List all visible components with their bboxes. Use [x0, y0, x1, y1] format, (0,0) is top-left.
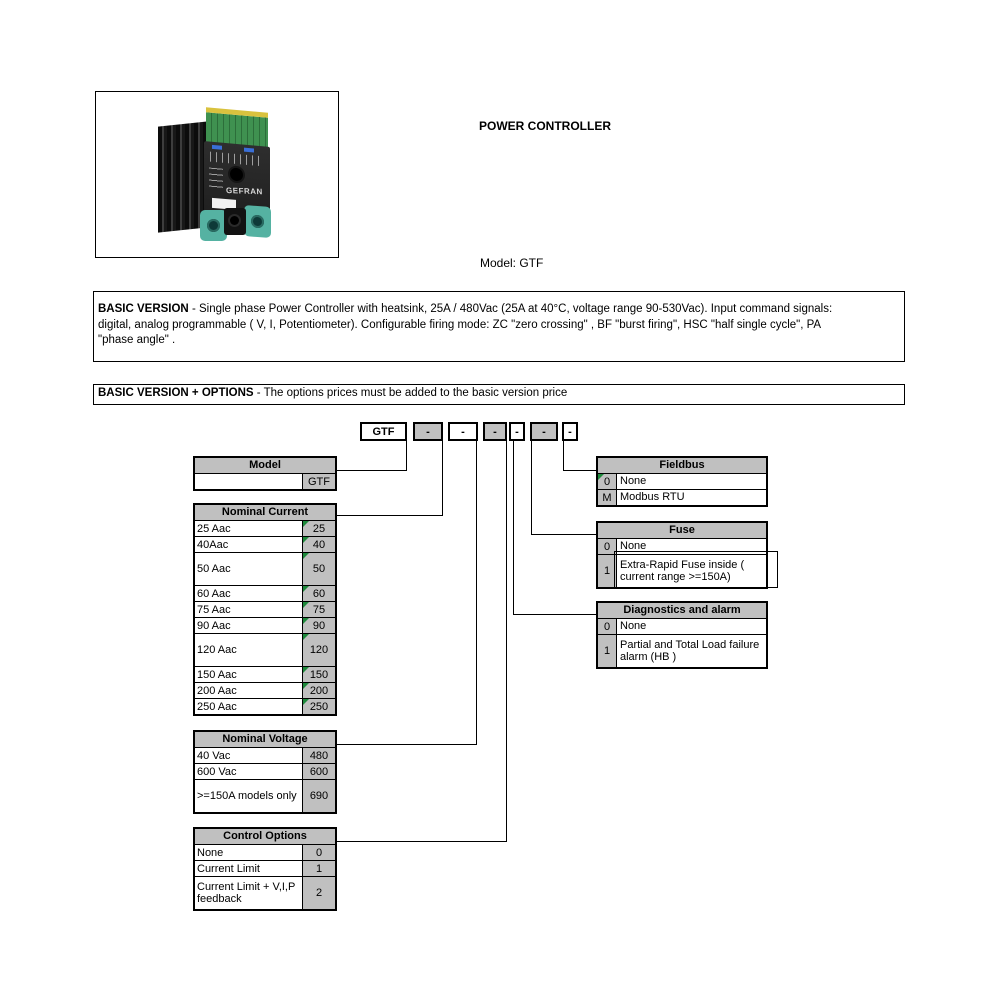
- row-label: 40Aac: [197, 538, 229, 551]
- row-label: None: [197, 846, 224, 859]
- connector-line: [476, 441, 477, 745]
- table-row: [195, 779, 335, 812]
- row-label: None: [620, 540, 647, 553]
- row-code: 1: [598, 555, 617, 587]
- code-box-control: -: [483, 422, 507, 441]
- row-code: M: [598, 490, 617, 505]
- row-label: Current Limit: [197, 862, 260, 875]
- table-row: [195, 763, 335, 779]
- table-row: [598, 554, 766, 587]
- row-label: 250 Aac: [197, 700, 237, 713]
- basic-version-title: BASIC VERSION: [98, 303, 189, 315]
- table-row: [195, 520, 335, 536]
- table-row: [598, 538, 766, 554]
- basic-version-line1: [98, 302, 900, 318]
- table-row: [195, 536, 335, 552]
- table-row: [195, 552, 335, 585]
- table-header: Model: [195, 458, 335, 473]
- row-value: 25: [302, 521, 335, 536]
- table-header: Control Options: [195, 829, 335, 844]
- row-value: 75: [302, 602, 335, 617]
- row-label: Current Limit + V,I,P feedback: [197, 881, 296, 905]
- row-label: 120 Aac: [197, 644, 237, 656]
- table-row: [195, 666, 335, 682]
- options-banner-title: BASIC VERSION + OPTIONS: [98, 387, 254, 399]
- code-box-diagnostics: -: [509, 422, 525, 441]
- row-label: 200 Aac: [197, 684, 237, 697]
- row-label: None: [620, 620, 647, 633]
- basic-version-line3: "phase angle" .: [98, 334, 176, 346]
- code-box-current: -: [413, 422, 443, 441]
- table-row: [195, 876, 335, 909]
- table-row: [195, 698, 335, 714]
- brand-label: GEFRAN: [225, 185, 263, 197]
- options-banner: [93, 384, 905, 405]
- code-box-model: GTF: [360, 422, 407, 441]
- row-value: 690: [302, 780, 335, 812]
- row-value: 2: [302, 877, 335, 909]
- device-status-labels: [209, 168, 223, 191]
- row-code: 0: [598, 539, 617, 554]
- row-label: [195, 474, 302, 489]
- row-value: 90: [302, 618, 335, 633]
- table-row: [195, 633, 335, 666]
- device-center-block: [224, 208, 246, 235]
- fuse-table: [596, 521, 768, 589]
- table-row: [598, 489, 766, 505]
- row-label: Partial and Total Load failure alarm (HB ): [620, 638, 760, 663]
- basic-version-text: - Single phase Power Controller with heatsink, 25A / 480Vac (25A at 40°C, voltage range 90-530Vac). Input command signals:: [188, 303, 833, 315]
- table-row: [195, 747, 335, 763]
- device-terminal-clamp-right: [244, 205, 271, 238]
- connector-line: [337, 841, 507, 842]
- row-label: 150 Aac: [197, 668, 237, 681]
- options-banner-text: - The options prices must be added to the basic version price: [253, 387, 568, 399]
- row-value: 40: [302, 537, 335, 552]
- row-value: 1: [302, 861, 335, 876]
- row-value: 50: [302, 553, 335, 585]
- row-label: 600 Vac: [197, 765, 237, 778]
- connector-line: [513, 441, 514, 615]
- model-label: Model: GTF: [480, 256, 544, 270]
- row-value: 600: [302, 764, 335, 779]
- table-header: Diagnostics and alarm: [598, 603, 766, 618]
- connector-line: [406, 441, 407, 471]
- connector-line: [531, 441, 532, 535]
- diagnostics-table: [596, 601, 768, 669]
- row-code: 0: [598, 619, 617, 634]
- row-label: 40 Vac: [197, 749, 231, 762]
- model-table: [193, 456, 337, 491]
- fieldbus-table: [596, 456, 768, 507]
- row-label: 25 Aac: [197, 522, 231, 535]
- table-row: [195, 682, 335, 698]
- code-box-voltage: -: [448, 422, 478, 441]
- device-terminal-labels: [210, 152, 264, 167]
- table-row: [598, 473, 766, 489]
- row-label: Modbus RTU: [620, 491, 685, 504]
- table-row: [598, 634, 766, 667]
- connector-line: [337, 744, 477, 745]
- page-title: POWER CONTROLLER: [479, 119, 611, 133]
- connector-line: [506, 441, 507, 842]
- control-options-table: [193, 827, 337, 911]
- nominal-voltage-table: [193, 730, 337, 814]
- table-row: [195, 585, 335, 601]
- product-image: [154, 108, 284, 243]
- basic-version-line2: digital, analog programmable ( V, I, Potentiometer). Configurable firing mode: ZC "zero crossing" , BF "burst firing", HSC "half single cycle", PA: [98, 318, 822, 331]
- row-value: 60: [302, 586, 335, 601]
- connector-line: [563, 470, 596, 471]
- device-potentiometer-hole: [230, 167, 243, 181]
- connector-line: [337, 515, 443, 516]
- terminal-hole: [207, 219, 220, 232]
- nominal-current-table: [193, 503, 337, 716]
- device-led-strip: [212, 145, 222, 150]
- row-value: 120: [302, 634, 335, 666]
- code-box-fieldbus: -: [562, 422, 578, 441]
- row-label: 60 Aac: [197, 587, 231, 600]
- connector-line: [513, 614, 596, 615]
- table-row: [195, 473, 335, 489]
- product-image-frame: [95, 91, 339, 258]
- row-value: 480: [302, 748, 335, 763]
- row-value: 150: [302, 667, 335, 682]
- row-label: 50 Aac: [197, 563, 231, 575]
- table-row: [195, 860, 335, 876]
- table-row: [195, 844, 335, 860]
- table-header: Nominal Current: [195, 505, 335, 520]
- row-value: 200: [302, 683, 335, 698]
- row-value: GTF: [302, 474, 335, 489]
- table-row: [598, 618, 766, 634]
- row-code: 0: [598, 474, 617, 489]
- row-value: 250: [302, 699, 335, 714]
- row-label: 75 Aac: [197, 603, 231, 616]
- device-terminal-clamp-left: [200, 210, 227, 241]
- table-row: [195, 601, 335, 617]
- connector-line: [563, 441, 564, 471]
- connector-line: [442, 441, 443, 516]
- terminal-hole: [251, 215, 264, 229]
- table-row: [195, 617, 335, 633]
- table-header: Fieldbus: [598, 458, 766, 473]
- table-header: Fuse: [598, 523, 766, 538]
- row-label: 90 Aac: [197, 619, 231, 632]
- connector-line: [337, 470, 407, 471]
- row-label: >=150A models only: [197, 790, 297, 802]
- table-header: Nominal Voltage: [195, 732, 335, 747]
- connector-line: [531, 534, 596, 535]
- basic-version-box: [93, 291, 905, 362]
- device-led-strip: [244, 148, 254, 153]
- row-code: 1: [598, 635, 617, 667]
- code-box-fuse: -: [530, 422, 558, 441]
- row-value: 0: [302, 845, 335, 860]
- row-label: None: [620, 475, 647, 488]
- row-label: Extra-Rapid Fuse inside ( current range >=150A): [620, 558, 745, 583]
